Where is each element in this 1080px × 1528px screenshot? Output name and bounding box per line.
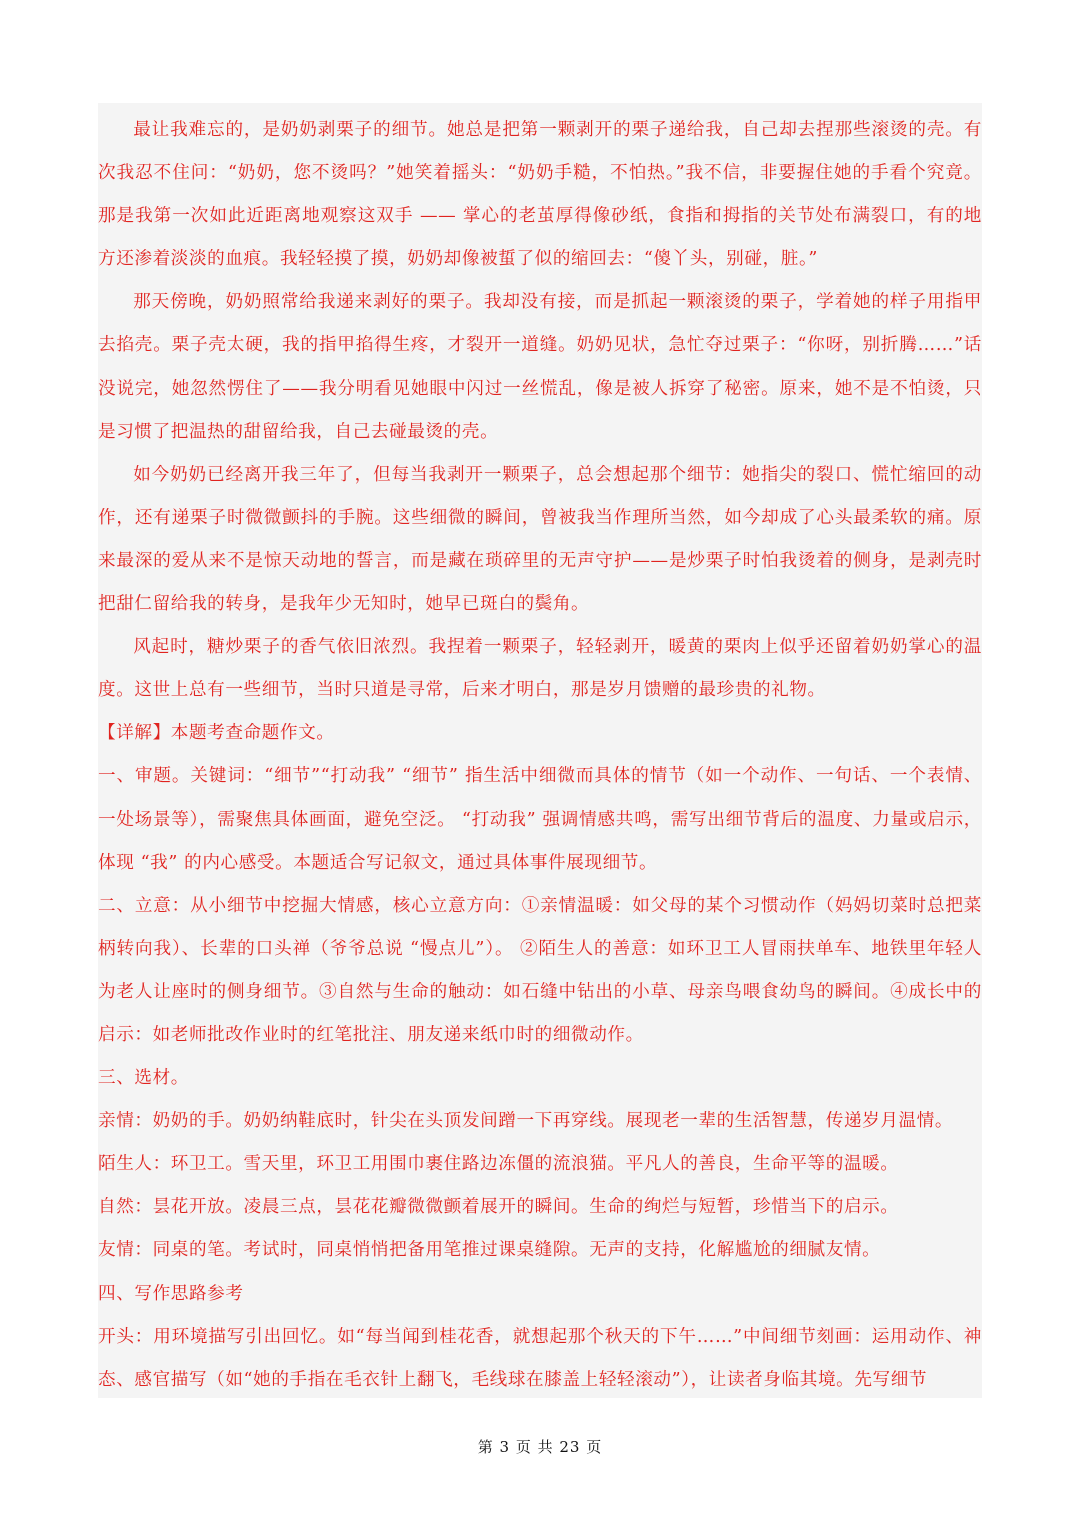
xuancai-item-family: 亲情：奶奶的手。奶奶纳鞋底时，针尖在头顶发间蹭一下再穿线。展现老一辈的生活智慧，传递岁月温情。 [98,1111,954,1132]
story-paragraph-4: 风起时，糖炒栗子的香气依旧浓烈。我捏着一颗栗子，轻轻剥开，暖黄的栗肉上似乎还留着奶奶掌心的温度。这世上总有一些细节，当时只道是寻常，后来才明白，那是岁月馈赠的最珍贵的礼物。 [98,637,982,701]
xuancai-item-stranger: 陌生人：环卫工。雪天里，环卫工用围巾裹住路边冻僵的流浪猫。平凡人的善良，生命平等的温暖。 [98,1154,899,1175]
xuancai-item-nature: 自然：昙花开放。凌晨三点，昙花花瓣微微颤着展开的瞬间。生命的绚烂与短暂，珍惜当下的启示。 [98,1197,899,1218]
silu-opening-paragraph: 开头：用环境描写引出回忆。如“每当闻到桂花香，就想起那个秋天的下午……”中间细节刻画：运用动作、神态、感官描写（如“她的手指在毛衣针上翻飞，毛线球在膝盖上轻轻滚动”），让读者身临其境。先写细节 [98,1326,982,1390]
story-paragraph-1: 最让我难忘的，是奶奶剥栗子的细节。她总是把第一颗剥开的栗子递给我，自己却去捏那些滚烫的壳。有次我忍不住问：“奶奶，您不烫吗？”她笑着摇头：“奶奶手糙，不怕热。”我不信，非要握住她的手看个究竟。那是我第一次如此近距离地观察这双手 —— 掌心的老茧厚得像砂纸，食指和拇指的关节处布满裂口，有的地方还渗着淡淡的血痕。我轻轻摸了摸，奶奶却像被蜇了似的缩回去：“傻丫头，别碰，脏。” [98,120,982,270]
analysis-section-xuancai-title: 三、选材。 [98,1068,189,1089]
page-number-footer: 第 3 页 共 23 页 [477,1438,603,1456]
analysis-section-liyi: 二、立意：从小细节中挖掘大情感，核心立意方向：①亲情温暖：如父母的某个习惯动作（妈妈切菜时总把菜柄转向我）、长辈的口头禅（爷爷总说 “慢点儿”）。 ②陌生人的善意：如环卫工人冒雨扶单车、地铁里年轻人为老人让座时的侧身细节。③自然与生命的触动：如石缝中钻出的小草、母亲鸟喂食幼鸟的瞬间。④成长中的启示：如老师批改作业时的红笔批注、朋友递来纸巾时的细微动作。 [98,895,982,1045]
story-paragraph-3: 如今奶奶已经离开我三年了，但每当我剥开一颗栗子，总会想起那个细节：她指尖的裂口、慌忙缩回的动作，还有递栗子时微微颤抖的手腕。这些细微的瞬间，曾被我当作理所当然，如今却成了心头最柔软的痛。原来最深的爱从来不是惊天动地的誓言，而是藏在琐碎里的无声守护——是炒栗子时怕我烫着的侧身，是剥壳时把甜仁留给我的转身，是我年少无知时，她早已斑白的鬓角。 [98,464,982,615]
analysis-section-silu-title: 四、写作思路参考 [98,1283,244,1304]
analysis-heading: 【详解】本题考查命题作文。 [98,723,335,744]
analysis-section-shenti: 一、审题。关键词：“细节”“打动我” “细节” 指生活中细微而具体的情节（如一个动作、一句话、一个表情、一处场景等），需聚焦具体画面，避免空泛。 “打动我” 强调情感共鸣，需写出细节背后的温度、力量或启示，体现 “我” 的内心感受。本题适合写记叙文，通过具体事件展现细节。 [98,766,982,873]
xuancai-item-friendship: 友情：同桌的笔。考试时，同桌悄悄把备用笔推过课桌缝隙。无声的支持，化解尴尬的细腻友情。 [98,1240,881,1261]
highlighted-content-block [98,103,982,1398]
story-paragraph-2: 那天傍晚，奶奶照常给我递来剥好的栗子。我却没有接，而是抓起一颗滚烫的栗子，学着她的样子用指甲去掐壳。栗子壳太硬，我的指甲掐得生疼，才裂开一道缝。奶奶见状，急忙夺过栗子：“你呀，别折腾……”话没说完，她忽然愣住了——我分明看见她眼中闪过一丝慌乱，像是被人拆穿了秘密。原来，她不是不怕烫，只是习惯了把温热的甜留给我，自己去碰最烫的壳。 [98,292,982,442]
